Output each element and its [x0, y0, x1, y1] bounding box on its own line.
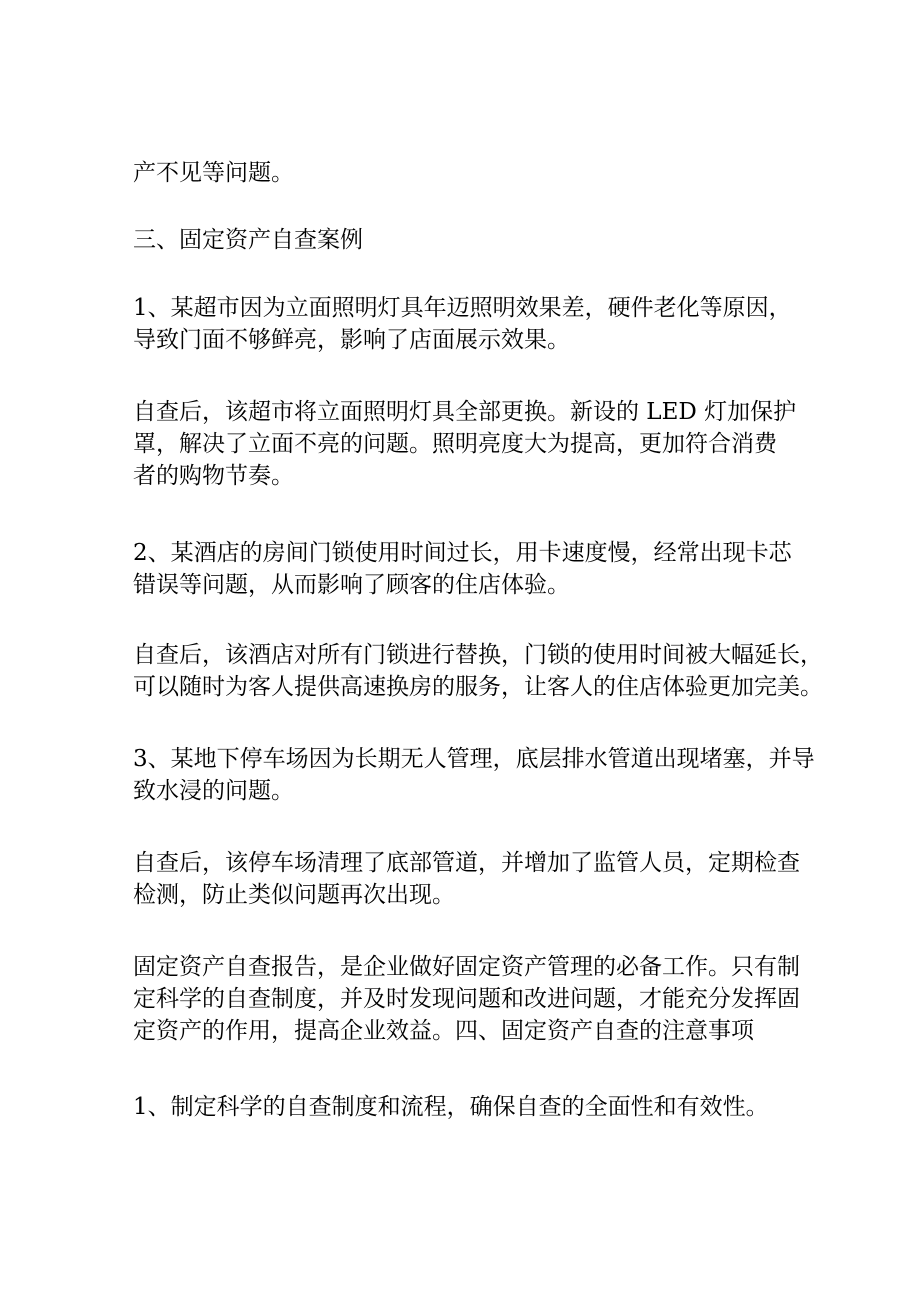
text-line: 检测，防止类似问题再次出现。 [133, 882, 455, 908]
text-line: 可以随时为客人提供高速换房的服务，让客人的住店体验更加完美。 [133, 674, 823, 700]
text-line: 导致门面不够鲜亮，影响了店面展示效果。 [133, 327, 570, 353]
text-line: 定资产的作用，提高企业效益。四、固定资产自查的注意事项 [133, 1018, 754, 1044]
summary-paragraph [133, 951, 823, 1047]
text-line: 错误等问题，从而影响了顾客的住店体验。 [133, 572, 570, 598]
text-line: 固定资产自查报告，是企业做好固定资产管理的必备工作。只有制 [133, 954, 800, 980]
case-3-result-paragraph [133, 847, 823, 911]
case-2-result-paragraph [133, 639, 823, 703]
text-line: 2、某酒店的房间门锁使用时间过长，用卡速度慢，经常出现卡芯 [133, 540, 792, 566]
text-line: 自查后，该停车场清理了底部管道，并增加了监管人员，定期检查 [133, 850, 800, 876]
case-1-paragraph [133, 292, 823, 356]
text-line: 自查后，该酒店对所有门锁进行替换，门锁的使用时间被大幅延长， [133, 642, 823, 668]
text-line: 自查后，该超市将立面照明灯具全部更换。新设的 LED 灯加保护 [133, 399, 797, 425]
text-line: 产不见等问题。 [133, 160, 294, 186]
text-line: 定科学的自查制度，并及时发现问题和改进问题，才能充分发挥固 [133, 986, 800, 1012]
case-3-paragraph [133, 743, 823, 807]
text-line: 1、制定科学的自查制度和流程，确保自查的全面性和有效性。 [133, 1094, 769, 1120]
case-1-result-paragraph [133, 396, 823, 492]
text-line: 3、某地下停车场因为长期无人管理，底层排水管道出现堵塞，并导 [133, 746, 815, 772]
text-line: 致水浸的问题。 [133, 778, 294, 804]
notes-item-1-paragraph [133, 1091, 823, 1123]
text-line: 三、固定资产自查案例 [133, 227, 363, 253]
text-line: 罩，解决了立面不亮的问题。照明亮度大为提高，更加符合消费 [133, 431, 777, 457]
case-2-paragraph [133, 537, 823, 601]
paragraph-intro-fragment [133, 157, 823, 189]
text-line: 者的购物节奏。 [133, 463, 294, 489]
text-line: 1、某超市因为立面照明灯具年迈照明效果差，硬件老化等原因， [133, 295, 792, 321]
section-heading [133, 224, 823, 256]
